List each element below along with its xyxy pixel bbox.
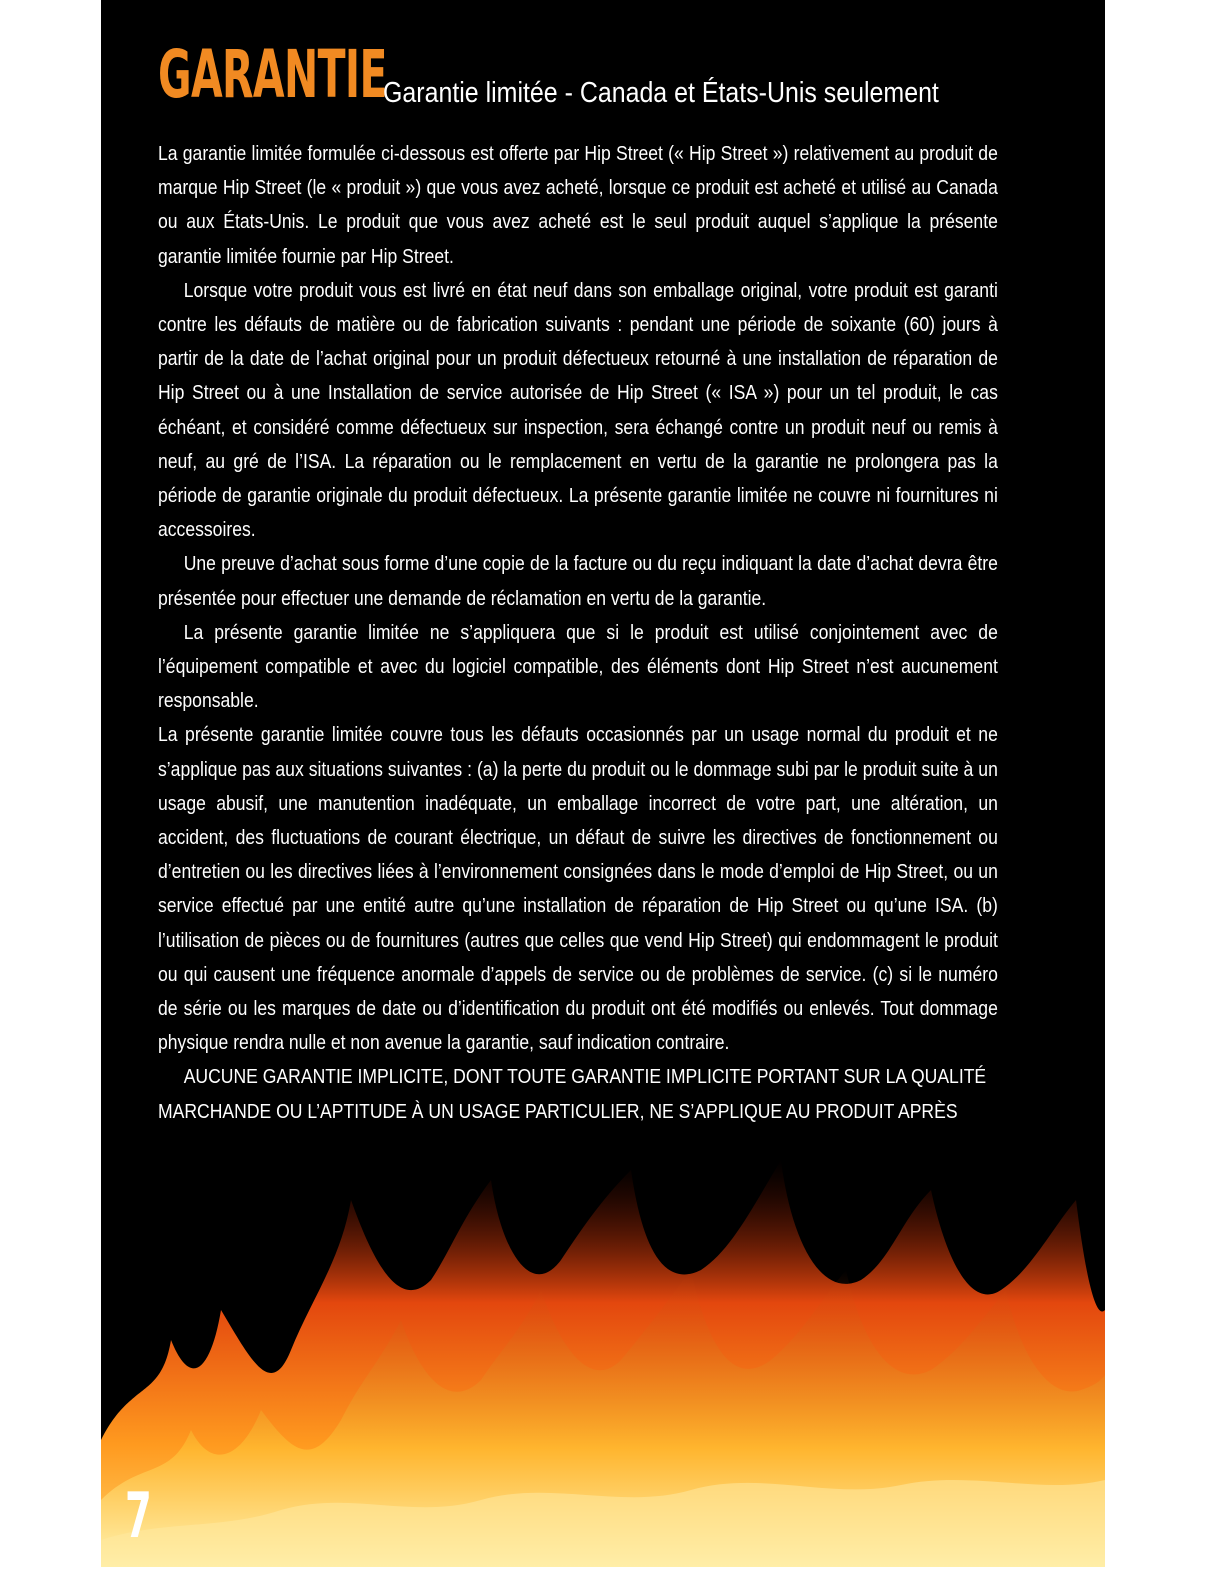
- page-number: 7: [125, 1479, 152, 1552]
- paragraph: La présente garantie limitée couvre tous les défauts occasionnés par un usage normal du produit et ne s’applique pas aux situations suivantes : (a) la perte du produit ou le dommage subi par le produit suite à un usage abusif, une manutention inadéquate, un emballage incorrect de votre part, une altération, un accident, des fluctuations de courant électrique, un défaut de suivre les directives de fonctionnement ou d’entretien ou les directives liées à l’environnement consignées dans le mode d’emploi de Hip Street, ou un service effectué par une entité autre qu’une installation de réparation de Hip Street ou qu’une ISA. (b) l’utilisation de pièces ou de fournitures (autres que celles que vend Hip Street) qui endommagent le produit ou qui causent une fréquence anormale d’appels de service ou de problèmes de service. (c) si le numéro de série ou les marques de date ou d’identification du produit ont été modifiés ou enlevés. Tout dommage physique rendra nulle et non avenue la garantie, sauf indication contraire.: [158, 723, 998, 1055]
- flames-background-image: [101, 1140, 1105, 1567]
- paragraph: Une preuve d’achat sous forme d’une copie de la facture ou du reçu indiquant la date d’achat devra être présentée pour effectuer une demande de réclamation en vertu de la garantie.: [158, 552, 998, 610]
- page-title: GARANTIE: [158, 36, 387, 113]
- page-subtitle: Garantie limitée - Canada et États-Unis seulement: [383, 77, 939, 109]
- paragraph: La présente garantie limitée ne s’appliquera que si le produit est utilisé conjointement avec de l’équipement compatible et avec du logiciel compatible, des éléments dont Hip Street n’est aucunement responsable.: [158, 620, 998, 713]
- paragraph: AUCUNE GARANTIE IMPLICITE, DONT TOUTE GARANTIE IMPLICITE PORTANT SUR LA QUALITÉ MARCHANDE OU L’APTITUDE À UN USAGE PARTICULIER, NE S’APPLIQUE AU PRODUIT APRÈS: [158, 1065, 987, 1123]
- warranty-text: [158, 137, 998, 1129]
- paragraph: Lorsque votre produit vous est livré en état neuf dans son emballage original, votre produit est garanti contre les défauts de matière ou de fabrication suivants : pendant une période de soixante (60) jours à partir de la date de l’achat original pour un produit défectueux retourné à une installation de réparation de Hip Street ou à une Installation de service autorisée de Hip Street (« ISA ») pour un tel produit, le cas échéant, et considéré comme défectueux sur inspection, sera échangé contre un produit neuf ou remis à neuf, au gré de l’ISA. La réparation ou le remplacement en vertu de la garantie ne prolongera pas la période de garantie originale du produit défectueux. La présente garantie limitée ne couvre ni fournitures ni accessoires.: [158, 278, 998, 542]
- paragraph: La garantie limitée formulée ci-dessous est offerte par Hip Street (« Hip Street ») relativement au produit de marque Hip Street (le « produit ») que vous avez acheté, lorsque ce produit est acheté et utilisé au Canada ou aux États-Unis. Le produit que vous avez acheté est le seul produit auquel s’applique la présente garantie limitée fournie par Hip Street.: [158, 142, 998, 268]
- document-page: [101, 0, 1105, 1567]
